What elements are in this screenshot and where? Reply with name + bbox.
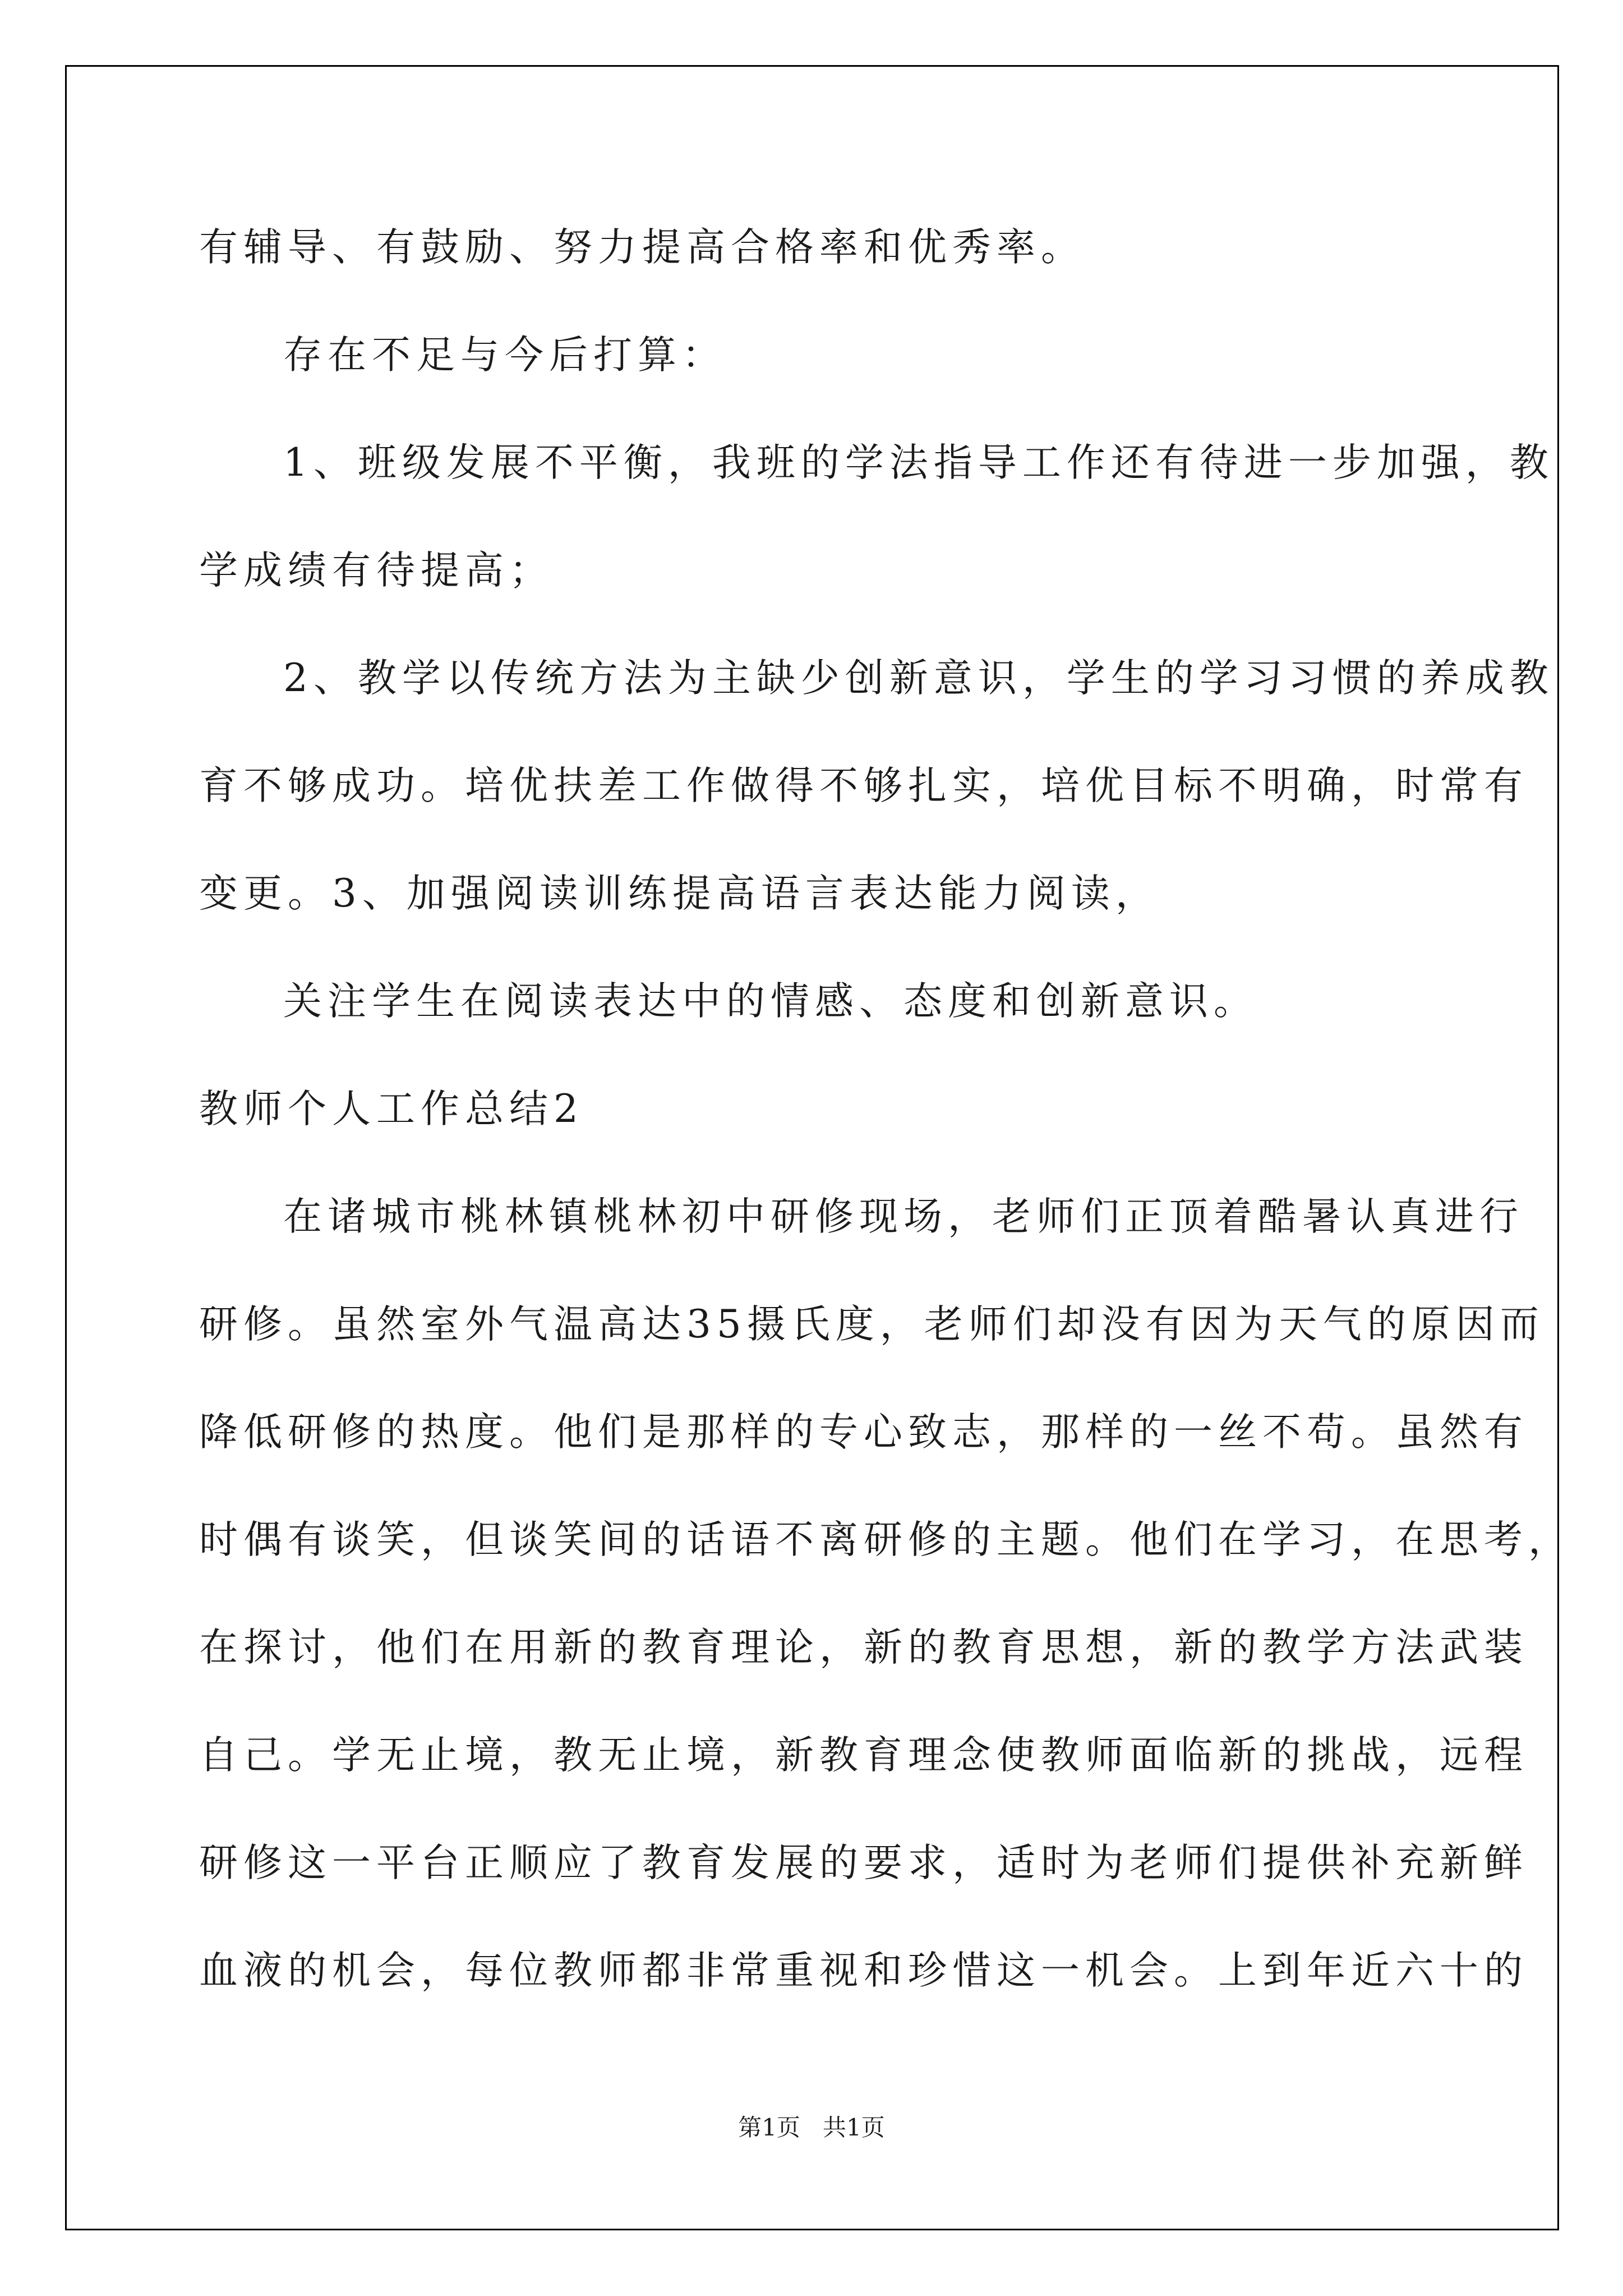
- text-line: 有辅导、有鼓励、努力提高合格率和优秀率。: [199, 225, 1085, 270]
- text-line: 研修。虽然室外气温高达35摄氏度，老师们却没有因为天气的原因而: [199, 1302, 1544, 1347]
- text-line: 育不够成功。培优扶差工作做得不够扎实，培优目标不明确，时常有: [199, 763, 1528, 808]
- text-line: 在探讨，他们在用新的教育理论，新的教育思想，新的教学方法武装: [199, 1625, 1528, 1670]
- text-line: 在诸城市桃林镇桃林初中研修现场，老师们正顶着酷暑认真进行: [283, 1194, 1524, 1239]
- text-line: 2、教学以传统方法为主缺少创新意识，学生的学习习惯的养成教: [283, 656, 1554, 701]
- text-line: 变更。3、加强阅读训练提高语言表达能力阅读，: [199, 871, 1160, 916]
- text-line: 自己。学无止境，教无止境，新教育理念使教师面临新的挑战，远程: [199, 1733, 1528, 1778]
- text-line: 学成绩有待提高；: [199, 548, 554, 593]
- section-heading: 存在不足与今后打算：: [283, 333, 726, 378]
- text-line: 关注学生在阅读表达中的情感、态度和创新意识。: [283, 979, 1258, 1024]
- text-line: 时偶有谈笑，但谈笑间的话语不离研修的主题。他们在学习，在思考，: [199, 1517, 1573, 1562]
- text-line: 1、班级发展不平衡，我班的学法指导工作还有待进一步加强，教: [283, 440, 1554, 485]
- page-footer: 第1页 共1页: [738, 2114, 885, 2141]
- text-line: 血液的机会，每位教师都非常重视和珍惜这一机会。上到年近六十的: [199, 1948, 1528, 1993]
- text-line: 研修这一平台正顺应了教育发展的要求，适时为老师们提供补充新鲜: [199, 1841, 1528, 1885]
- document-title: 教师个人工作总结2: [199, 1087, 584, 1131]
- text-line: 降低研修的热度。他们是那样的专心致志，那样的一丝不苟。虽然有: [199, 1410, 1528, 1455]
- document-body: [199, 194, 1573, 2024]
